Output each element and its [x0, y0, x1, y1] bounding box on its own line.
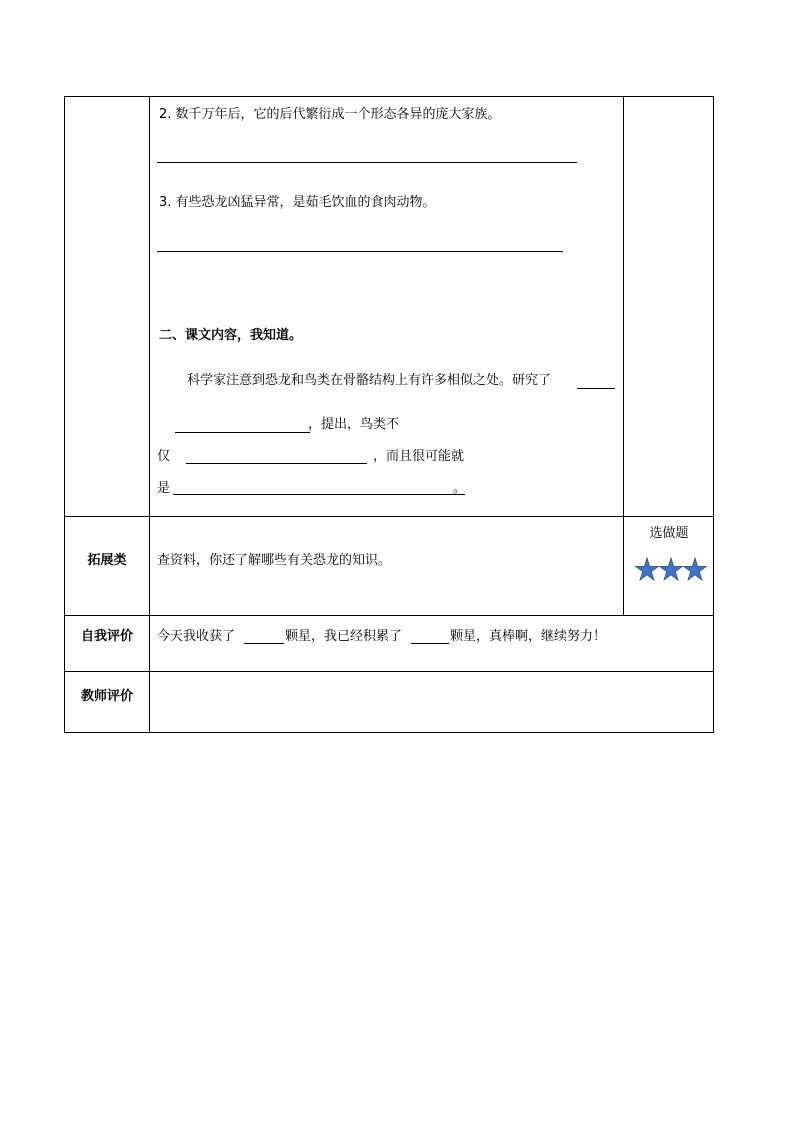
- self-eval-part-1: 今天我收获了: [157, 629, 236, 644]
- passage-line-3-prefix: 仅: [157, 449, 171, 464]
- optional-label: 选做题: [649, 526, 689, 541]
- passage-line-4-prefix: 是: [157, 481, 171, 496]
- row-divider-1: [65, 516, 713, 517]
- star-rating: [634, 556, 710, 586]
- fill-blank-4[interactable]: [173, 494, 465, 495]
- fill-blank-3[interactable]: [186, 463, 367, 464]
- fill-blank-2[interactable]: [175, 432, 310, 433]
- item-3-text: 3. 有些恐龙凶猛异常，是茹毛饮血的食肉动物。: [159, 195, 436, 210]
- row-divider-3: [65, 671, 713, 672]
- worksheet-table: [64, 96, 714, 733]
- self-eval-blank-1[interactable]: [244, 643, 284, 644]
- column-divider-left: [149, 97, 150, 733]
- item-2-text: 2. 数千万年后，它的后代繁衍成一个形态各异的庞大家族。: [159, 107, 501, 122]
- passage-line-4-suffix: 。: [453, 481, 467, 496]
- answer-line-item-2[interactable]: [157, 162, 577, 163]
- self-eval-part-3: 颗星，真棒啊，继续努力！: [450, 629, 607, 644]
- passage-line-3-suffix: ，而且很可能就: [373, 449, 465, 464]
- star-icon: [684, 558, 707, 580]
- extension-label: 拓展类: [87, 553, 127, 568]
- answer-line-item-3[interactable]: [157, 251, 563, 252]
- fill-blank-1[interactable]: [577, 388, 615, 389]
- passage-line-1: 科学家注意到恐龙和鸟类在骨骼结构上有许多相似之处。研究了: [187, 373, 552, 388]
- passage-line-2-suffix: ，提出，鸟类不: [308, 417, 400, 432]
- section-2-heading: 二、课文内容，我知道。: [159, 328, 303, 343]
- self-eval-part-2: 颗星，我已经积累了: [285, 629, 403, 644]
- row-divider-2: [65, 615, 713, 616]
- extension-prompt: 查资料，你还了解哪些有关恐龙的知识。: [157, 553, 392, 568]
- star-icon: [636, 558, 659, 580]
- teacher-eval-label: 教师评价: [80, 689, 133, 704]
- self-eval-blank-2[interactable]: [411, 643, 449, 644]
- star-icon: [660, 558, 683, 580]
- self-eval-label: 自我评价: [80, 629, 133, 644]
